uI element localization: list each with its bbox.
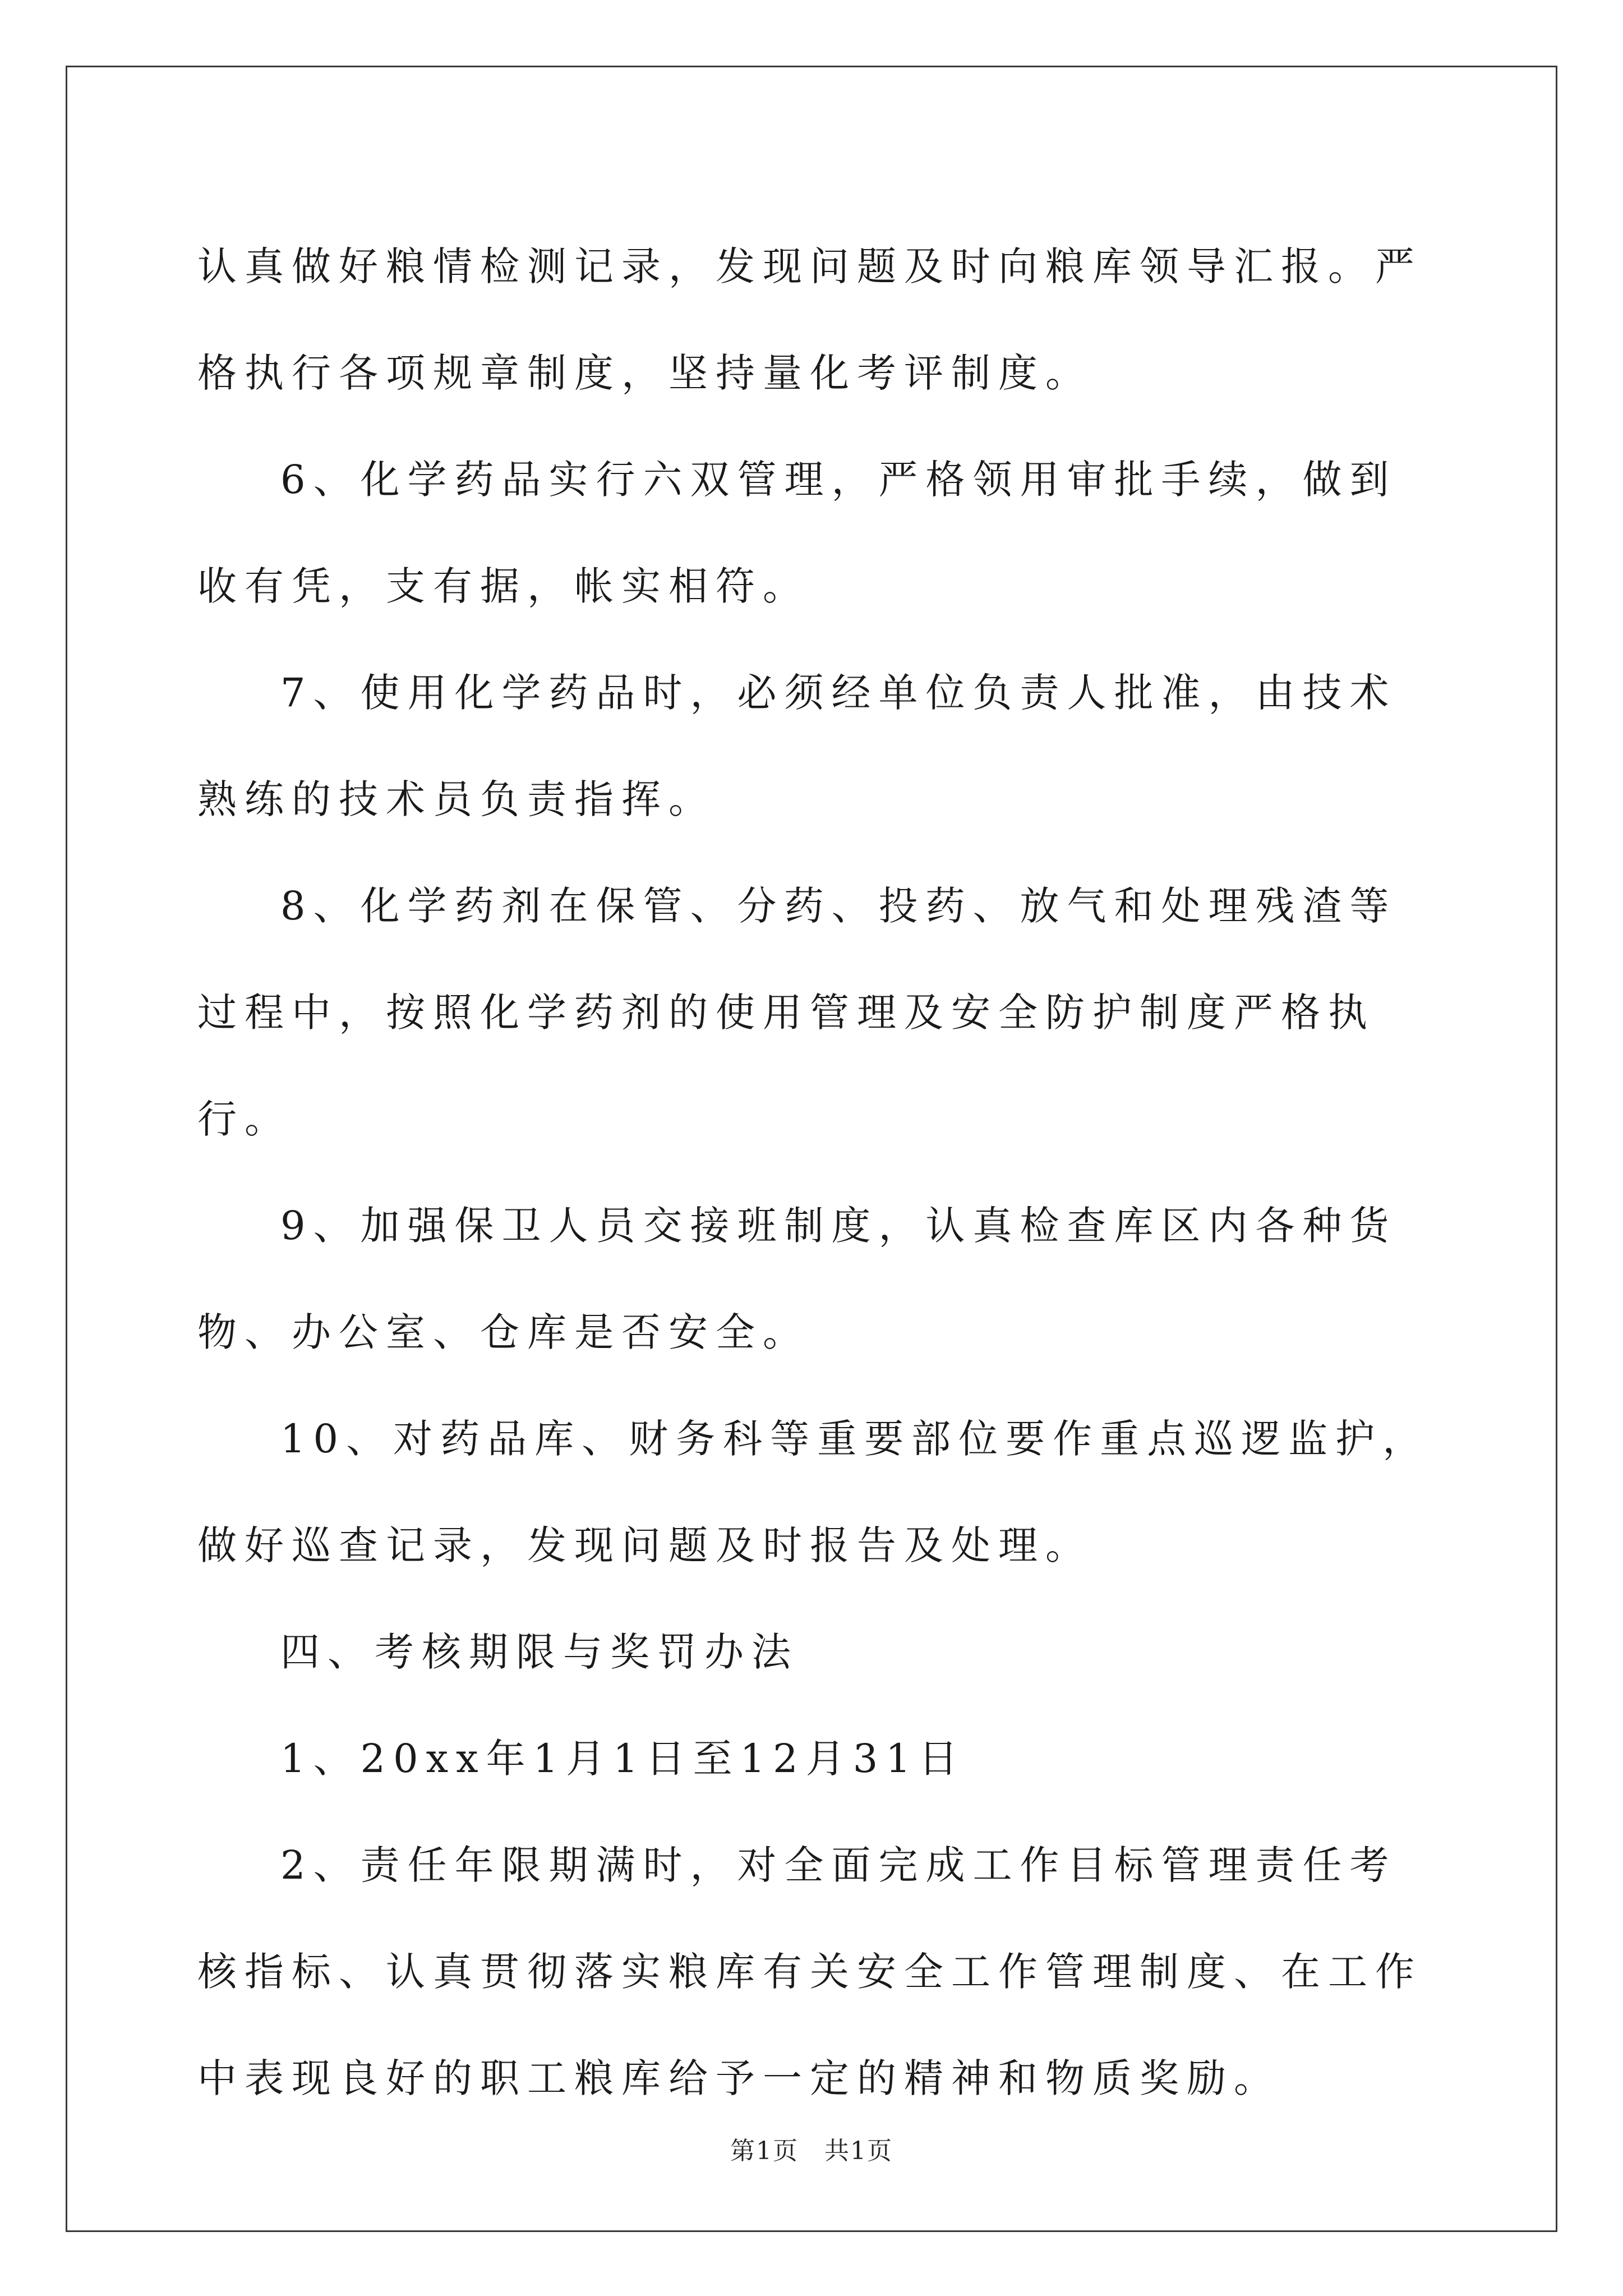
paragraph-5: 9、加强保卫人员交接班制度，认真检查库区内各种货物、办公室、仓库是否安全。 bbox=[197, 1203, 1397, 1355]
paragraph-4: 8、化学药剂在保管、分药、投药、放气和处理残渣等过程中，按照化学药剂的使用管理及安全防护制度严格执行。 bbox=[197, 883, 1397, 1142]
paragraph-3: 7、使用化学药品时，必须经单位负责人批准，由技术熟练的技术员负责指挥。 bbox=[197, 670, 1397, 822]
paragraph-1: 认真做好粮情检测记录，发现问题及时向粮库领导汇报。严格执行各项规章制度，坚持量化考评制度。 bbox=[197, 243, 1422, 396]
page-footer: 第1页 共1页 bbox=[730, 2137, 893, 2165]
paragraph-2: 6、化学药品实行六双管理，严格领用审批手续，做到收有凭，支有据，帐实相符。 bbox=[197, 457, 1397, 609]
paragraph-9: 2、责任年限期满时，对全面完成工作目标管理责任考核指标、认真贯彻落实粮库有关安全工作管理制度、在工作中表现良好的职工粮库给予一定的精神和物质奖励。 bbox=[197, 1842, 1422, 2101]
paragraph-8: 1、20xx年1月1日至12月31日 bbox=[280, 1736, 966, 1782]
section-heading: 四、考核期限与奖罚办法 bbox=[280, 1629, 799, 1675]
paragraph-6: 10、对药品库、财务科等重要部位要作重点巡逻监护，做好巡查记录，发现问题及时报告及处理。 bbox=[197, 1416, 1430, 1568]
document-body bbox=[197, 213, 1431, 2132]
